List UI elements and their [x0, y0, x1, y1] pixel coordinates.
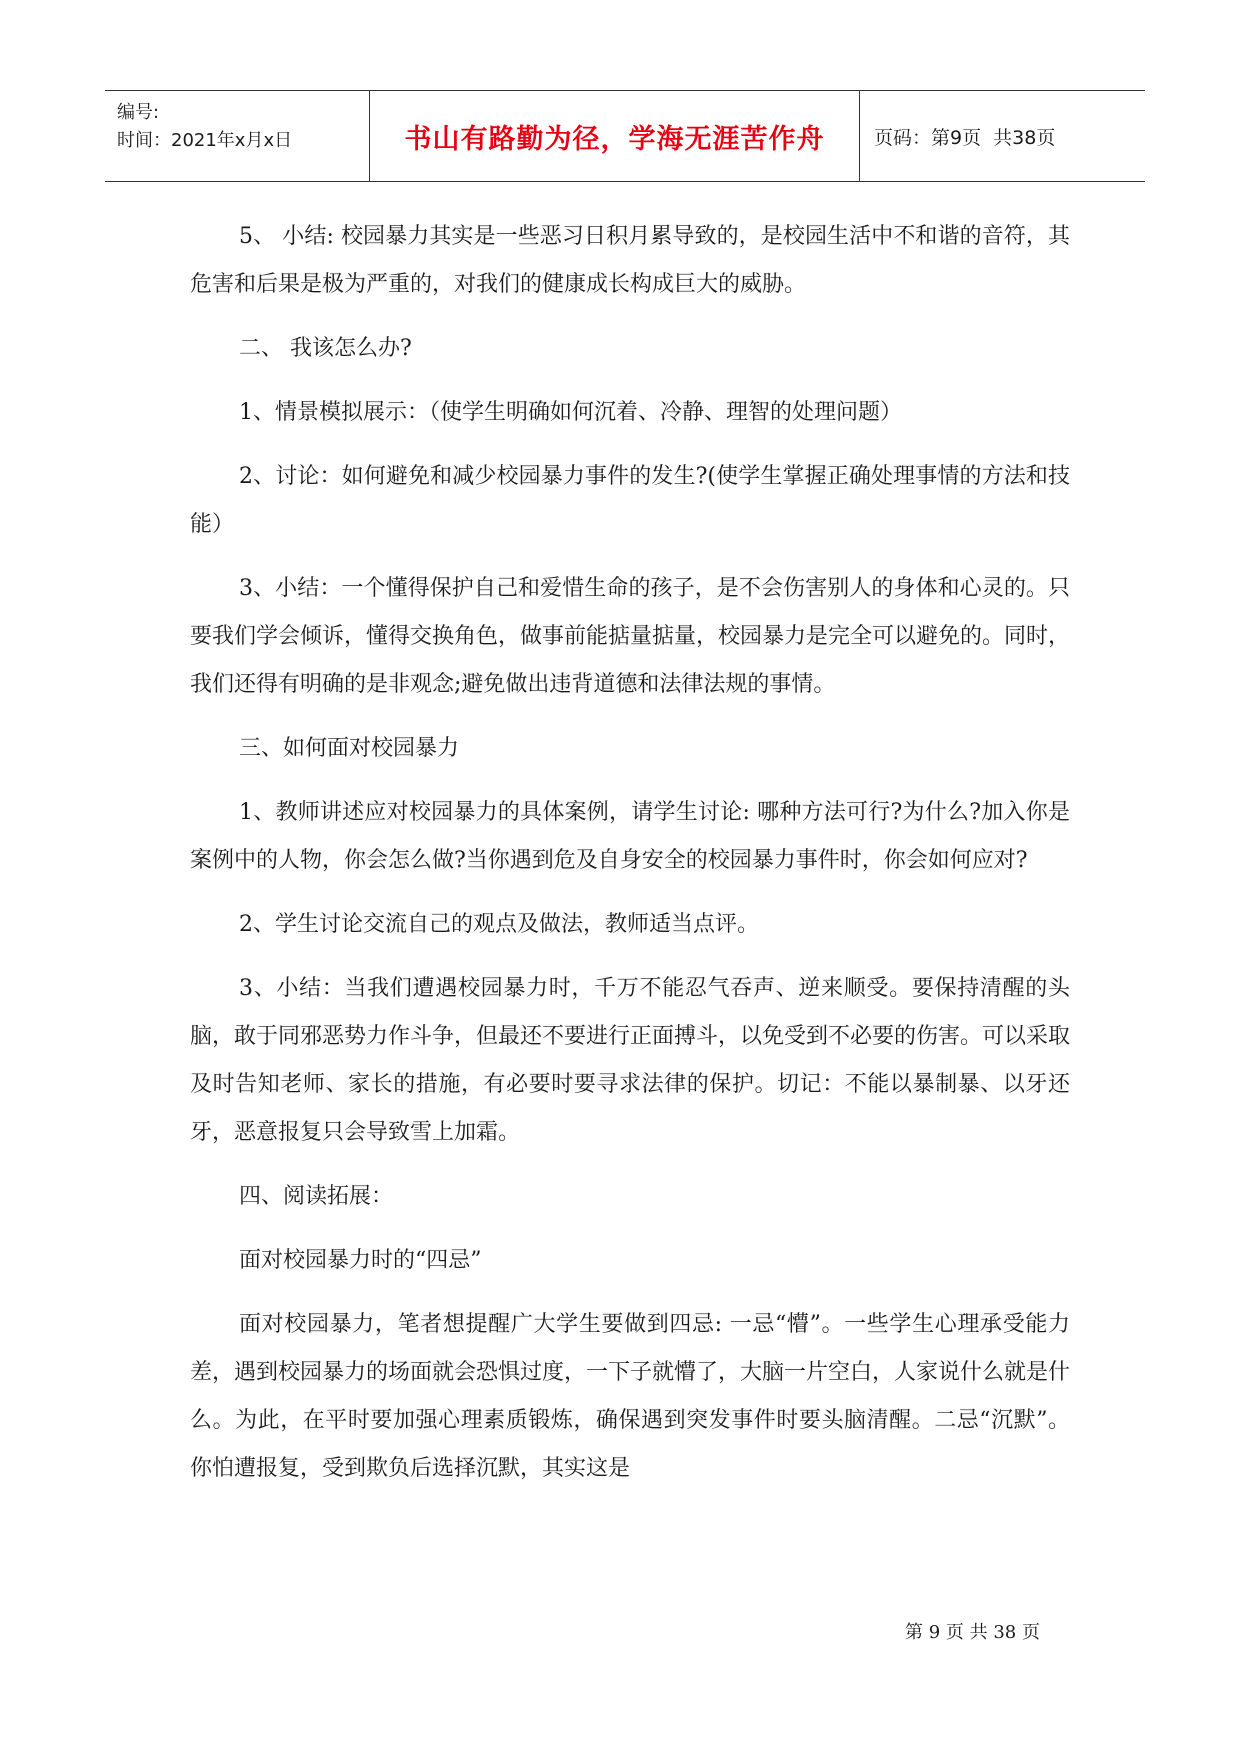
- paragraph: 2、讨论：如何避免和减少校园暴力事件的发生?(使学生掌握正确处理事情的方法和技能）: [190, 464, 1070, 537]
- page-header: [105, 90, 1145, 182]
- header-page-code: [860, 91, 1145, 181]
- header-slogan: 书山有路勤为径，学海无涯苦作舟: [370, 91, 860, 181]
- document-number-label: 编号:: [117, 102, 160, 123]
- paragraph: 3、小结：一个懂得保护自己和爱惜生命的孩子，是不会伤害别人的身体和心灵的。只要我们学会倾诉，懂得交换角色，做事前能掂量掂量，校园暴力是完全可以避免的。同时，我们还得有明确的是非观念;避免做出违背道德和法律法规的事情。: [190, 576, 1071, 697]
- document-body: [190, 213, 1070, 1509]
- paragraph: 1、情景模拟展示：（使学生明确如何沉着、冷静、理智的处理问题）: [239, 400, 902, 425]
- paragraph: 1、教师讲述应对校园暴力的具体案例，请学生讨论: 哪种方法可行?为什么?加入你是案例中的人物，你会怎么做?当你遇到危及自身安全的校园暴力事件时，你会如何应对?: [190, 800, 1070, 873]
- document-time-label: 时间：2021年x月x日: [117, 130, 293, 151]
- page-code-text: 页码：第9页 共38页: [874, 126, 1056, 149]
- paragraph: 5、 小结: 校园暴力其实是一些恶习日积月累导致的，是校园生活中不和谐的音符，其危害和后果是极为严重的，对我们的健康成长构成巨大的威胁。: [190, 224, 1070, 297]
- paragraph: 2、学生讨论交流自己的观点及做法，教师适当点评。: [239, 912, 759, 937]
- paragraph: 3、小结：当我们遭遇校园暴力时，千万不能忍气吞声、逆来顺受。要保持清醒的头脑，敢于同邪恶势力作斗争，但最还不要进行正面搏斗，以免受到不必要的伤害。可以采取及时告知老师、家长的措施，有必要时要寻求法律的保护。切记：不能以暴制暴、以牙还牙，恶意报复只会导致雪上加霜。: [190, 976, 1071, 1145]
- section-heading: 三、如何面对校园暴力: [239, 736, 460, 761]
- section-heading: 二、 我该怎么办?: [239, 336, 412, 361]
- subheading: 面对校园暴力时的“四忌”: [239, 1248, 482, 1273]
- section-heading: 四、阅读拓展：: [239, 1184, 394, 1209]
- paragraph: 面对校园暴力，笔者想提醒广大学生要做到四忌: 一忌“懵”。一些学生心理承受能力差，遇到校园暴力的场面就会恐惧过度，一下子就懵了，大脑一片空白，人家说什么就是什么。为此，在平时要加强心理素质锻炼，确保遇到突发事件时要头脑清醒。二忌“沉默”。你怕遭报复，受到欺负后选择沉默，其实这是: [190, 1312, 1071, 1481]
- page-footer: 第 9 页 共 38 页: [905, 1622, 1040, 1643]
- header-meta: [105, 91, 370, 181]
